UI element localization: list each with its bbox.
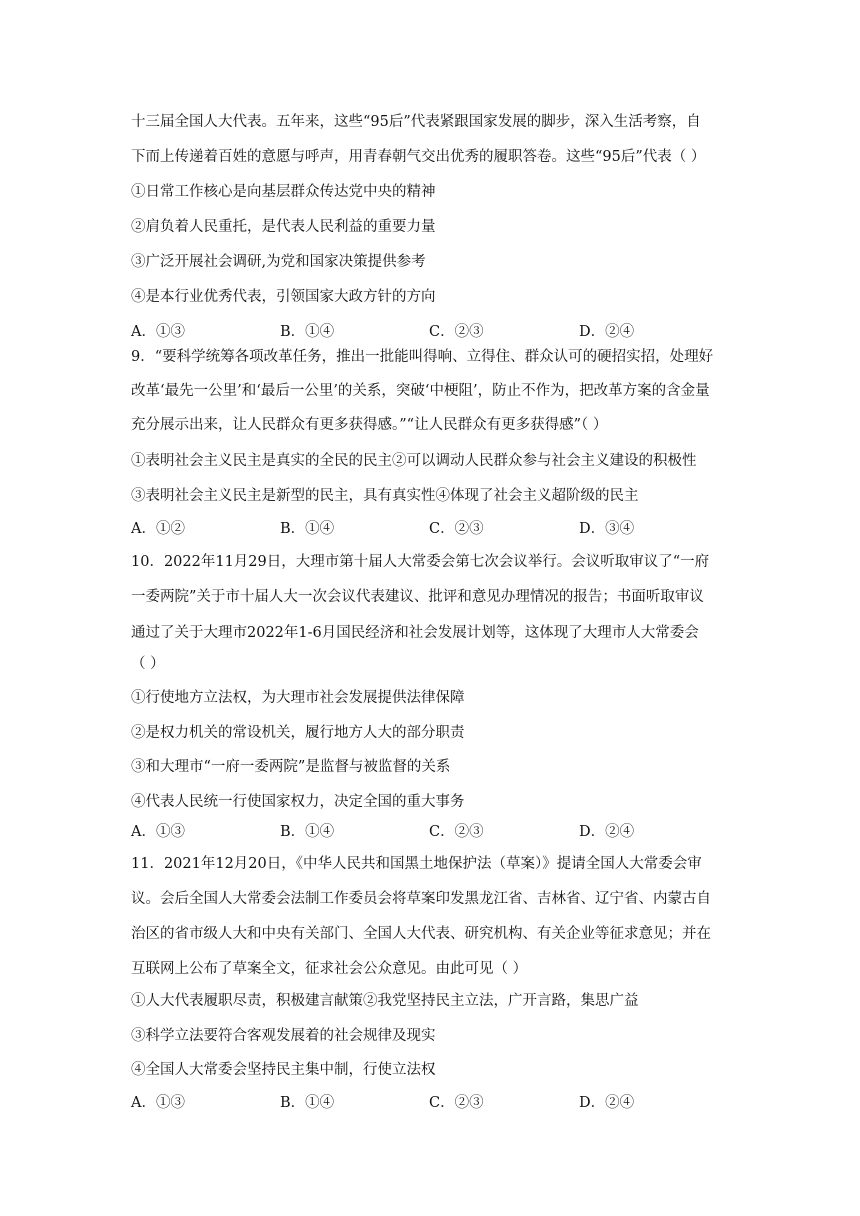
- q10-statement-4: ④代表人民统一行使国家权力，决定全国的重大事务: [131, 794, 465, 810]
- q8-option-b: B．①④: [280, 324, 335, 340]
- q10-statement-3: ③和大理市“一府一委两院”是监督与被监督的关系: [131, 759, 451, 775]
- q10-option-b: B．①④: [280, 824, 335, 840]
- q9-statements-1-2: ①表明社会主义民主是真实的全民的民主②可以调动人民群众参与社会主义建设的积极性: [131, 453, 697, 469]
- q9-statements-3-4: ③表明社会主义民主是新型的民主，具有真实性④体现了社会主义超阶级的民主: [131, 488, 639, 504]
- q8-statement-2: ②肩负着人民重托，是代表人民利益的重要力量: [131, 219, 436, 235]
- q9-stem-line: 充分展示出来，让人民群众有更多获得感。”“让人民群众有更多获得感”（ ）: [131, 417, 608, 433]
- q9-stem-line: 9．“要科学统筹各项改革任务，推出一批能叫得响、立得住、群众认可的硬招实招，处理好: [131, 349, 714, 365]
- q10-statement-2: ②是权力机关的常设机关，履行地方人大的部分职责: [131, 725, 465, 741]
- q11-stem-line: 互联网上公布了草案全文，征求社会公众意见。由此可见（ ）: [131, 961, 528, 977]
- q10-statement-1: ①行使地方立法权，为大理市社会发展提供法律保障: [131, 690, 465, 706]
- q8-stem-line: 下而上传递着百姓的意愿与呼声，用青春朝气交出优秀的履职答卷。这些“95后”代表（ ）: [131, 149, 706, 165]
- q10-stem-line: 通过了关于大理市2022年1-6月国民经济和社会发展计划等，这体现了大理市人大常委会: [131, 625, 699, 641]
- q8-option-c: C．②③: [429, 324, 484, 340]
- q8-stem-line: 十三届全国人大代表。五年来，这些“95后”代表紧跟国家发展的脚步，深入生活考察，自: [131, 114, 701, 130]
- q8-option-a: A．①③: [131, 324, 185, 340]
- q10-stem-line: 10．2022年11月29日，大理市第十届人大常委会第七次会议举行。会议听取审议了“一府: [131, 554, 710, 570]
- q10-option-a: A．①③: [131, 824, 185, 840]
- q10-option-d: D．②④: [579, 824, 635, 840]
- q9-option-c: C．②③: [429, 521, 484, 537]
- q9-option-a: A．①②: [131, 521, 185, 537]
- q11-statement-4: ④全国人大常委会坚持民主集中制，行使立法权: [131, 1062, 436, 1078]
- q9-option-d: D．③④: [579, 521, 635, 537]
- q9-options: [131, 519, 731, 539]
- q10-options: [131, 822, 731, 842]
- q11-statements-1-2: ①人大代表履职尽责，积极建言献策②我党坚持民主立法，广开言路，集思广益: [131, 993, 639, 1009]
- q11-stem-line: 议。会后全国人大常委会法制工作委员会将草案印发黑龙江省、吉林省、辽宁省、内蒙古自: [131, 891, 711, 907]
- q8-statement-3: ③广泛开展社会调研,为党和国家决策提供参考: [131, 254, 426, 270]
- q11-options: [131, 1093, 731, 1113]
- q11-option-c: C．②③: [429, 1095, 484, 1111]
- q8-option-d: D．②④: [579, 324, 635, 340]
- q10-option-c: C．②③: [429, 824, 484, 840]
- q8-options: [131, 322, 731, 342]
- q9-option-b: B．①④: [280, 521, 335, 537]
- q11-statement-3: ③科学立法要符合客观发展着的社会规律及现实: [131, 1028, 436, 1044]
- q8-statement-4: ④是本行业优秀代表，引领国家大政方针的方向: [131, 289, 436, 305]
- q10-stem-line: 一委两院”关于市十届人大一次会议代表建议、批评和意见办理情况的报告；书面听取审议: [131, 589, 704, 605]
- q9-stem-line: 改革‘最先一公里’和‘最后一公里’的关系，突破‘中梗阻’，防止不作为，把改革方案的含金量: [131, 383, 710, 399]
- q11-option-b: B．①④: [280, 1095, 335, 1111]
- q10-stem-line: （ ）: [131, 656, 165, 672]
- q8-statement-1: ①日常工作核心是向基层群众传达党中央的精神: [131, 184, 436, 200]
- q11-option-d: D．②④: [579, 1095, 635, 1111]
- q11-option-a: A．①③: [131, 1095, 185, 1111]
- q11-stem-line: 11．2021年12月20日，《中华人民共和国黑土地保护法（草案）》提请全国人大常委会审: [131, 856, 702, 872]
- q11-stem-line: 治区的省市级人大和中央有关部门、全国人大代表、研究机构、有关企业等征求意见；并在: [131, 926, 711, 942]
